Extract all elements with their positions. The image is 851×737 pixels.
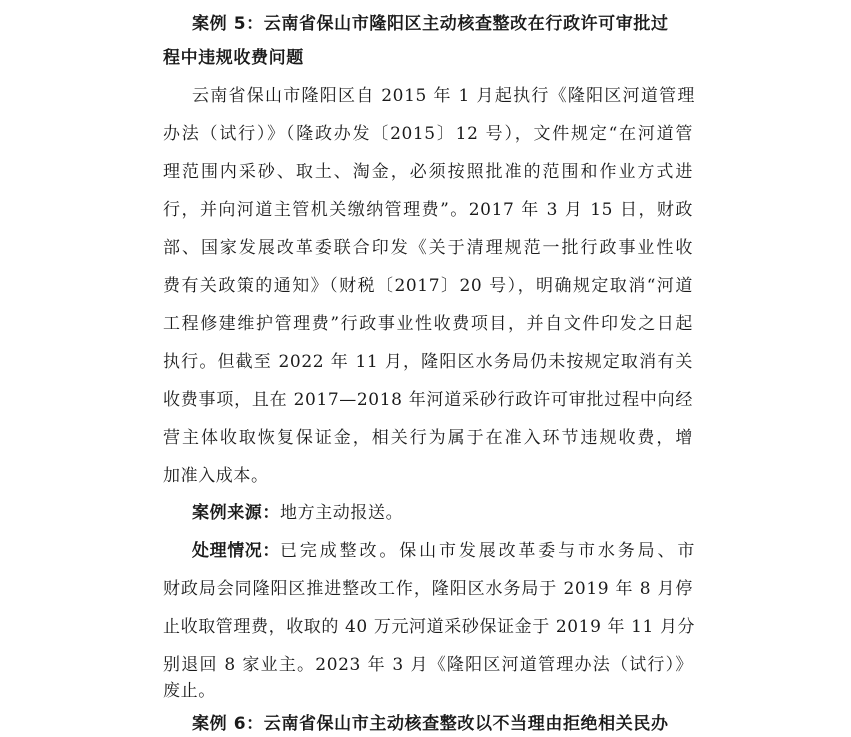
- case5-body-line: 云南省保山市隆阳区自 2015 年 1 月起执行《隆阳区河道管理: [192, 86, 695, 106]
- case5-handling-line: 财政局会同隆阳区推进整改工作，隆阳区水务局于 2019 年 8 月停: [163, 579, 693, 599]
- case5-body-line: 加准入成本。: [163, 466, 269, 486]
- case5-title-line2: 程中违规收费问题: [163, 48, 304, 68]
- case5-source-label: 案例来源：: [192, 503, 280, 523]
- case5-handling-label: 处理情况：: [192, 541, 280, 561]
- case5-body-line: 理范围内采砂、取土、淘金，必须按照批准的范围和作业方式进: [163, 162, 693, 182]
- case5-handling-line: 废止。: [163, 681, 216, 701]
- case5-source: [192, 502, 403, 524]
- case5-handling-line: 别退回 8 家业主。2023 年 3 月《隆阳区河道管理办法（试行）》: [163, 655, 693, 675]
- case5-body-line: 营主体收取恢复保证金，相关行为属于在准入环节违规收费，增: [163, 428, 693, 448]
- case5-source-text: 地方主动报送。: [280, 503, 404, 523]
- case5-body-line: 工程修建维护管理费”行政事业性收费项目，并自文件印发之日起: [163, 314, 693, 334]
- case5-title-line1: 案例 5：云南省保山市隆阳区主动核查整改在行政许可审批过: [192, 14, 669, 34]
- case5-handling-line: 止收取管理费，收取的 40 万元河道采砂保证金于 2019 年 11 月分: [163, 617, 696, 637]
- case5-body-line: 行，并向河道主管机关缴纳管理费”。2017 年 3 月 15 日，财政: [163, 200, 693, 220]
- case5-body-line: 费有关政策的通知》（财税〔2017〕20 号），明确规定取消“河道: [163, 276, 693, 296]
- case5-handling-text: 已完成整改。保山市发展改革委与市水务局、市: [280, 541, 695, 561]
- case5-body-line: 收费事项，且在 2017—2018 年河道采砂行政许可审批过程中向经: [163, 390, 693, 410]
- case5-body-line: 办法（试行）》（隆政办发〔2015〕12 号），文件规定“在河道管: [163, 124, 693, 144]
- case5-body-line: 部、国家发展改革委联合印发《关于清理规范一批行政事业性收: [163, 238, 693, 258]
- case6-title-line1: 案例 6：云南省保山市主动核查整改以不当理由拒绝相关民办: [192, 714, 669, 734]
- case5-body-line: 执行。但截至 2022 年 11 月，隆阳区水务局仍未按规定取消有关: [163, 352, 693, 372]
- case5-handling-first: [192, 540, 695, 562]
